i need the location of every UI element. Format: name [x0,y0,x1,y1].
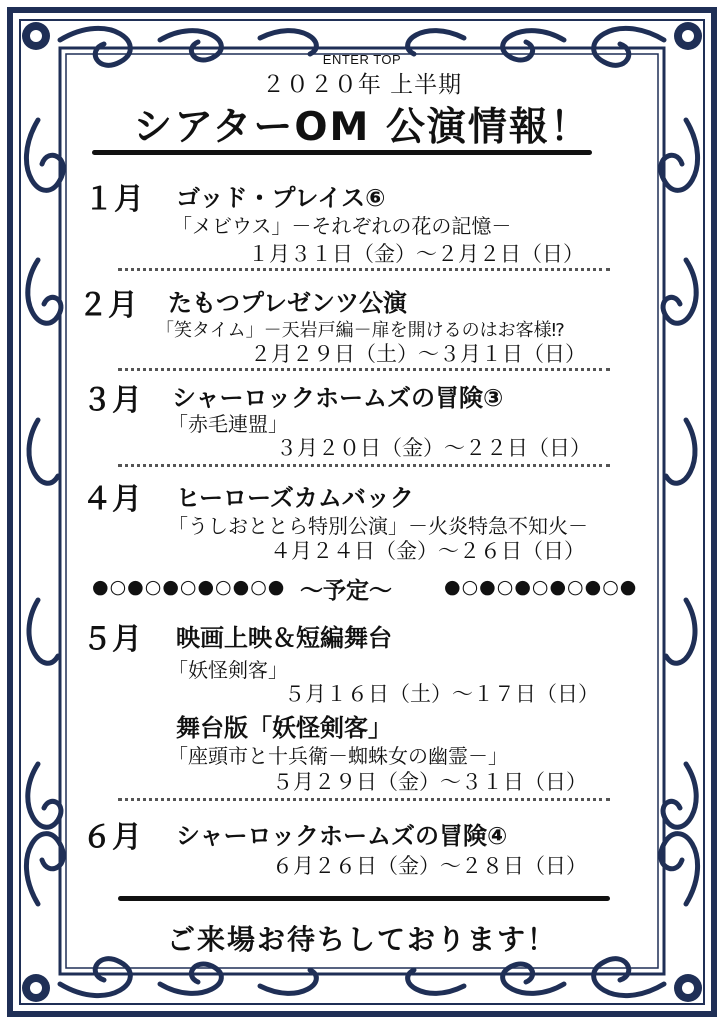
event-dates-secondary: ５月２９日（金）～３１日（日） [272,770,587,794]
event-dates: ５月１６日（土）～１７日（日） [284,682,599,706]
event-title: シャーロックホームズの冒険④ [176,822,508,850]
header-period: ２０２０年 上半期 [261,72,463,98]
divider-dots-left: ●○●○●○●○●○● [92,576,286,598]
month-label: ６月 [82,820,142,855]
event-dates: ４月２４日（金）～２６日（日） [270,539,585,563]
event-subtitle: 「笑タイム」－天岩戸編－扉を開けるのはお客様⁉ [156,320,565,341]
divider-dotted [118,368,610,371]
event-title: ゴッド・プレイス⑥ [176,184,386,212]
footer-rule [118,896,610,901]
footer-message: ご来場お待ちしております！ [166,923,557,956]
event-title: たもつプレゼンツ公演 [168,289,408,317]
month-label: ３月 [82,383,142,418]
month-label: ４月 [82,482,142,517]
month-label: １月 [84,182,144,217]
month-label: ５月 [82,622,142,657]
event-title: 映画上映＆短編舞台 [176,624,392,652]
event-subtitle-secondary: 「座頭市と十兵衛－蜘蛛女の幽霊－」 [168,744,508,768]
month-label: ２月 [78,288,138,323]
event-subtitle: 「赤毛連盟」 [168,412,288,436]
event-dates: ２月２９日（土）～３月１日（日） [250,342,586,366]
event-dates: ３月２０日（金）～２２日（日） [276,436,591,460]
event-title: ヒーローズカムバック [176,484,414,512]
event-title: シャーロックホームズの冒険③ [172,384,504,412]
divider-dots-right: ●○●○●○●○●○● [444,576,638,598]
divider-dotted [118,464,610,467]
event-subtitle: 「メビウス」－それぞれの花の記憶－ [172,214,512,238]
divider-dotted [118,268,610,271]
event-subtitle: 「妖怪剣客」 [168,658,288,682]
divider-dotted [118,798,610,801]
event-dates: １月３１日（金）～２月２日（日） [248,242,584,266]
event-dates: ６月２６日（金）～２８日（日） [272,854,587,878]
title-underline [92,150,592,155]
event-subtitle: 「うしおととら特別公演」－火炎特急不知火－ [168,514,588,538]
planned-label: ～予定～ [300,578,392,604]
event-title-secondary: 舞台版「妖怪剣客」 [176,714,392,742]
page-title: シアターOM 公演情報！ [133,105,591,150]
header-top-label: ENTER TOP [322,52,402,67]
